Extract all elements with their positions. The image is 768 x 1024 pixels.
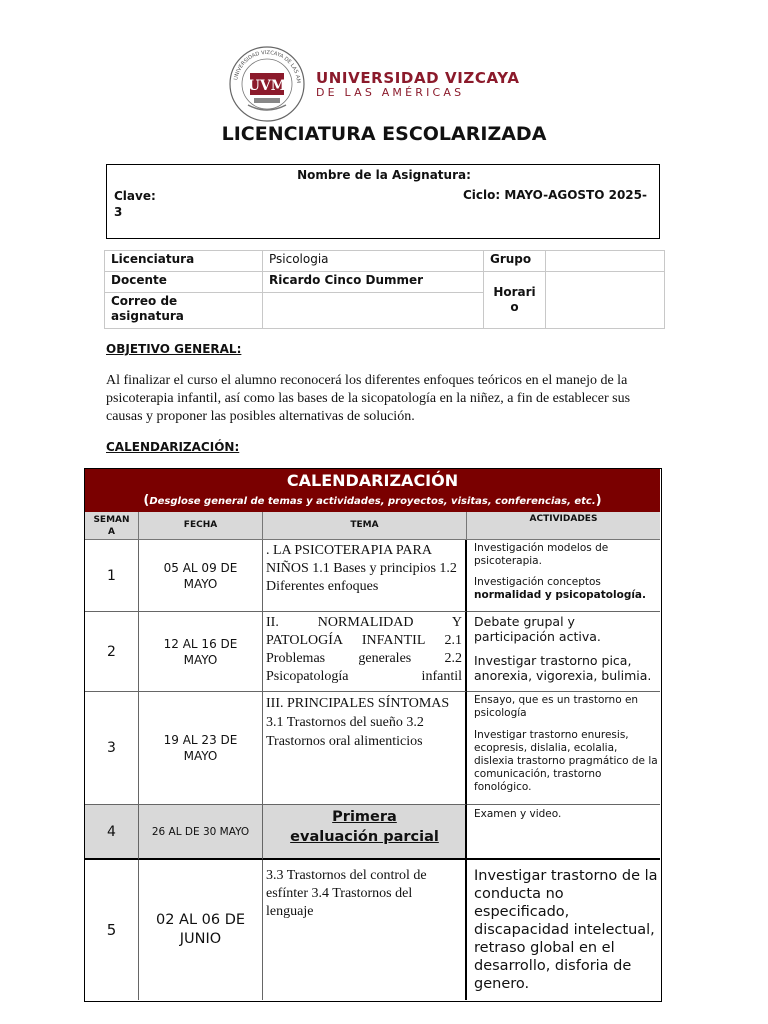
horario-label	[484, 272, 546, 329]
header-semana-line1: SEMAN	[93, 515, 130, 525]
row1-tema: . LA PSICOTERAPIA PARA NIÑOS 1.1 Bases y principios 1.2 Diferentes enfoques	[263, 540, 467, 612]
university-seal-icon	[228, 45, 306, 123]
correo-label-line2: asignatura	[111, 309, 184, 323]
grupo-value	[546, 251, 665, 272]
row3-semana: 3	[85, 692, 139, 805]
objective-text: Al finalizar el curso el alumno reconocerá los diferentes enfoques teóricos en el manejo de la psicoterapia infantil, así como las bases de la sicopatología en la niñez, a fin de establecer sus causas y proponer las posibles alternativas de solución.	[106, 373, 631, 424]
row1-semana: 1	[85, 540, 139, 612]
page-title: LICENCIATURA ESCOLARIZADA	[221, 123, 547, 145]
seal-text: UNIVERSIDAD VIZCAYA DE LAS AM	[233, 49, 302, 84]
clave-label: Clave:	[114, 189, 156, 203]
seal-monogram: UVM	[247, 78, 287, 94]
row2-act-2: Investigar trastorno pica, anorexia, vigorexia, bulimia.	[474, 653, 652, 683]
row2-fecha	[139, 612, 263, 692]
header-fecha: FECHA	[139, 512, 263, 540]
row5-fecha	[139, 860, 263, 1000]
subtitle-close-paren: )	[595, 493, 602, 508]
row1-fecha	[139, 540, 263, 612]
grupo-label: Grupo	[484, 251, 546, 272]
row2-actividades	[467, 612, 660, 692]
header-semana-line2: A	[108, 527, 115, 537]
clave-value: 3	[114, 205, 123, 219]
row5-semana: 5	[85, 860, 139, 1000]
horario-value	[546, 272, 665, 329]
clave-field	[114, 188, 156, 220]
ciclo-label: Ciclo: MAYO-AGOSTO 2025-	[462, 188, 647, 202]
header-tema: TEMA	[263, 512, 467, 540]
brand-name-line1: UNIVERSIDAD VIZCAYA	[316, 69, 520, 87]
row3-act-1: Ensayo, que es un trastorno en psicología	[474, 694, 639, 719]
row4-tema	[263, 805, 467, 860]
row3-fecha-text: 19 AL 23 DE MAYO	[163, 733, 238, 763]
subject-name-label: Nombre de la Asignatura:	[297, 168, 471, 182]
correo-label	[105, 293, 263, 329]
row3-actividades	[467, 692, 660, 805]
row1-act-1: Investigación modelos de psicoterapia.	[474, 542, 609, 567]
table-row	[105, 272, 665, 293]
horario-label-line2: o	[510, 300, 519, 314]
row1-act-2	[474, 576, 658, 602]
calendar-table	[84, 468, 662, 1002]
row2-tema: II. NORMALIDAD Y PATOLOGÍA INFANTIL 2.1 Problemas generales 2.2 Psicopatología infantil	[263, 612, 467, 692]
row4-actividades: Examen y video.	[467, 805, 660, 860]
docente-label: Docente	[105, 272, 263, 293]
row5-fecha-text: 02 AL 06 DE JUNIO	[155, 912, 246, 947]
licenciatura-label: Licenciatura	[105, 251, 263, 272]
row3-act-2: Investigar trastorno enuresis, ecopresis, dislalia, ecolalia, dislexia trastorno pragmático de la comunicación, trastorno fonológico.	[474, 729, 658, 793]
row4-semana: 4	[85, 805, 139, 860]
header-semana	[85, 512, 139, 540]
correo-label-line1: Correo de	[111, 294, 178, 308]
header-actividades: ACTIVIDADES	[467, 512, 660, 540]
row1-act-2-text: Investigación conceptos	[474, 576, 601, 588]
row5-tema: 3.3 Trastornos del control de esfínter 3.4 Trastornos del lenguaje	[263, 860, 467, 1000]
brand-name-line2: DE LAS AMÉRICAS	[316, 86, 465, 99]
row3-tema: III. PRINCIPALES SÍNTOMAS 3.1 Trastornos del sueño 3.2 Trastornos oral alimenticios	[263, 692, 467, 805]
row1-actividades	[467, 540, 660, 612]
row4-tema-text: Primera evaluación parcial	[290, 809, 439, 845]
table-row	[105, 251, 665, 272]
course-info-box	[106, 164, 660, 239]
calendar-heading: CALENDARIZACIÓN:	[106, 440, 240, 454]
subtitle-open-paren: (	[143, 493, 150, 508]
university-logo	[228, 45, 558, 123]
horario-label-line1: Horari	[493, 285, 536, 299]
row3-fecha	[139, 692, 263, 805]
row1-act-2-bold: normalidad y psicopatología.	[474, 589, 647, 601]
row2-semana: 2	[85, 612, 139, 692]
row2-fecha-text: 12 AL 16 DE MAYO	[163, 636, 238, 667]
calendar-title-band	[85, 469, 660, 512]
info-table	[104, 250, 665, 329]
subtitle-text: Desglose general de temas y actividades, proyectos, visitas, conferencias, etc.	[149, 496, 596, 507]
row5-actividades: Investigar trastorno de la conducta no especificado, discapacidad intelectual, retraso global en el desarrollo, disforia de genero.	[474, 868, 658, 992]
row1-fecha-text: 05 AL 09 DE MAYO	[163, 560, 238, 591]
docente-value: Ricardo Cinco Dummer	[263, 272, 484, 293]
calendar-title: CALENDARIZACIÓN	[286, 471, 459, 490]
calendar-subtitle	[85, 493, 660, 508]
row4-fecha: 26 AL DE 30 MAYO	[139, 805, 263, 860]
row2-act-1: Debate grupal y participación activa.	[474, 614, 601, 644]
correo-value	[263, 293, 484, 329]
licenciatura-value: Psicologia	[263, 251, 484, 272]
objective-heading: OBJETIVO GENERAL:	[106, 342, 242, 356]
